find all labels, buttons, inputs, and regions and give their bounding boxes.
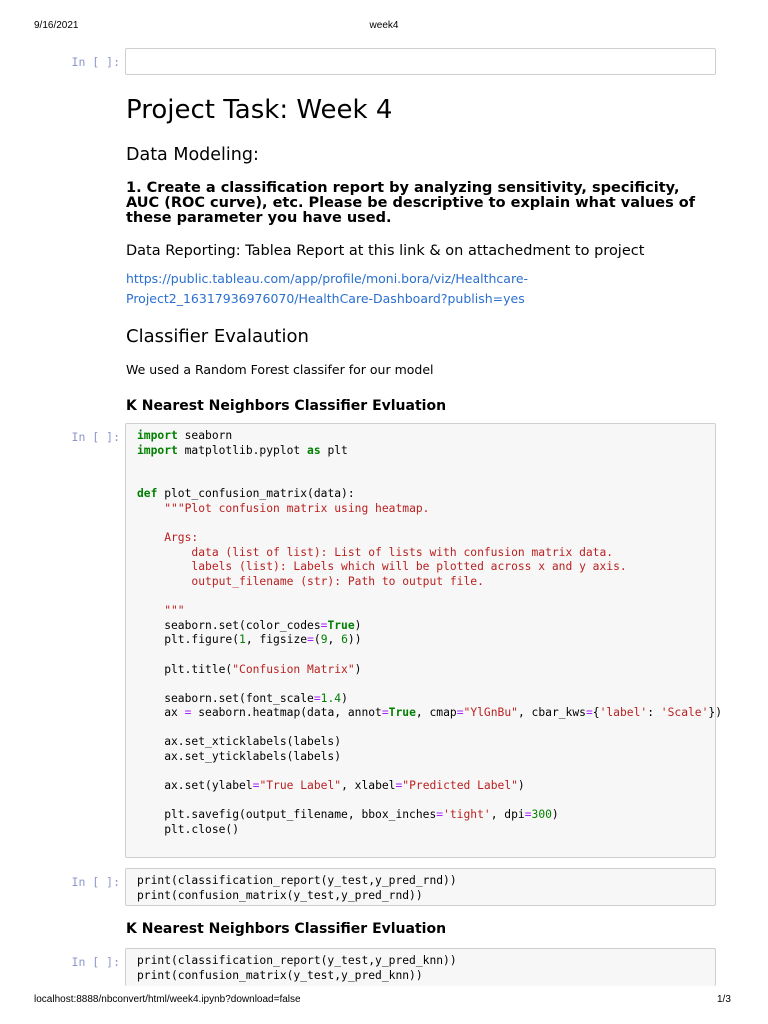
classifier-text: We used a Random Forest classifer for our model [126, 362, 434, 377]
tableau-link[interactable] [126, 269, 528, 309]
print-title: week4 [369, 20, 399, 31]
knn-heading-2: K Nearest Neighbors Classifier Evluation [126, 921, 447, 937]
cell-prompt: In [ ]: [71, 55, 120, 69]
code-cell-knn-report[interactable] [125, 948, 716, 986]
data-reporting-heading: Data Reporting: Tablea Report at this link & on attachedment to project [126, 243, 645, 259]
cell-prompt: In [ ]: [71, 875, 120, 889]
code-editor[interactable]: import seaborn import matplotlib.pyplot as plt def plot_confusion_matrix(data): """Plot confusion matrix using heatmap. Args: data (list of list): List of lists with confusion matrix data. labels (list): Labels which will be plotted across x and y axis. output_filename (str): Path to output file. """ seaborn.set(color_codes=True) plt.figure(1, figsize=(9, 6)) plt.title("Confusion Matrix") seaborn.set(font_scale=1.4) ax = seaborn.heatmap(data, annot=True, cmap="YlGnBu", cbar_kws={'label': 'Scale'}) ax.set_xticklabels(labels) ax.set_yticklabels(labels) ax.set(ylabel="True Label", xlabel="Predicted Label") plt.savefig(output_filename, bbox_inches='tight', dpi=300) plt.close() [137, 429, 723, 837]
task-description: 1. Create a classification report by analyzing sensitivity, specificity, AUC (ROC curve), etc. Please be descriptive to explain what values of these parameter you have used. [126, 180, 696, 226]
knn-heading: K Nearest Neighbors Classifier Evluation [126, 398, 447, 414]
tableau-link-line-1[interactable]: https://public.tableau.com/app/profile/moni.bora/viz/Healthcare- [126, 271, 529, 286]
code-cell-rnd-report[interactable] [125, 868, 716, 906]
tableau-link-line-2[interactable]: Project2_16317936976070/HealthCare-Dashboard?publish=yes [126, 291, 525, 306]
empty-code-cell[interactable] [125, 48, 716, 75]
classifier-heading: Classifier Evalaution [126, 326, 309, 347]
data-modeling-heading: Data Modeling: [126, 145, 259, 165]
cell-prompt: In [ ]: [71, 955, 120, 969]
print-url: localhost:8888/nbconvert/html/week4.ipynb?download=false [34, 994, 301, 1005]
page-title: Project Task: Week 4 [126, 95, 393, 125]
code-editor[interactable]: print(classification_report(y_test,y_pred_rnd)) print(confusion_matrix(y_test,y_pred_rnd)) [137, 874, 457, 902]
cell-prompt: In [ ]: [71, 430, 120, 444]
print-date: 9/16/2021 [34, 20, 79, 31]
code-cell-plot-confusion-matrix[interactable] [125, 423, 723, 858]
code-editor[interactable]: print(classification_report(y_test,y_pred_knn)) print(confusion_matrix(y_test,y_pred_knn)) [137, 954, 457, 982]
page-number: 1/3 [717, 994, 731, 1005]
